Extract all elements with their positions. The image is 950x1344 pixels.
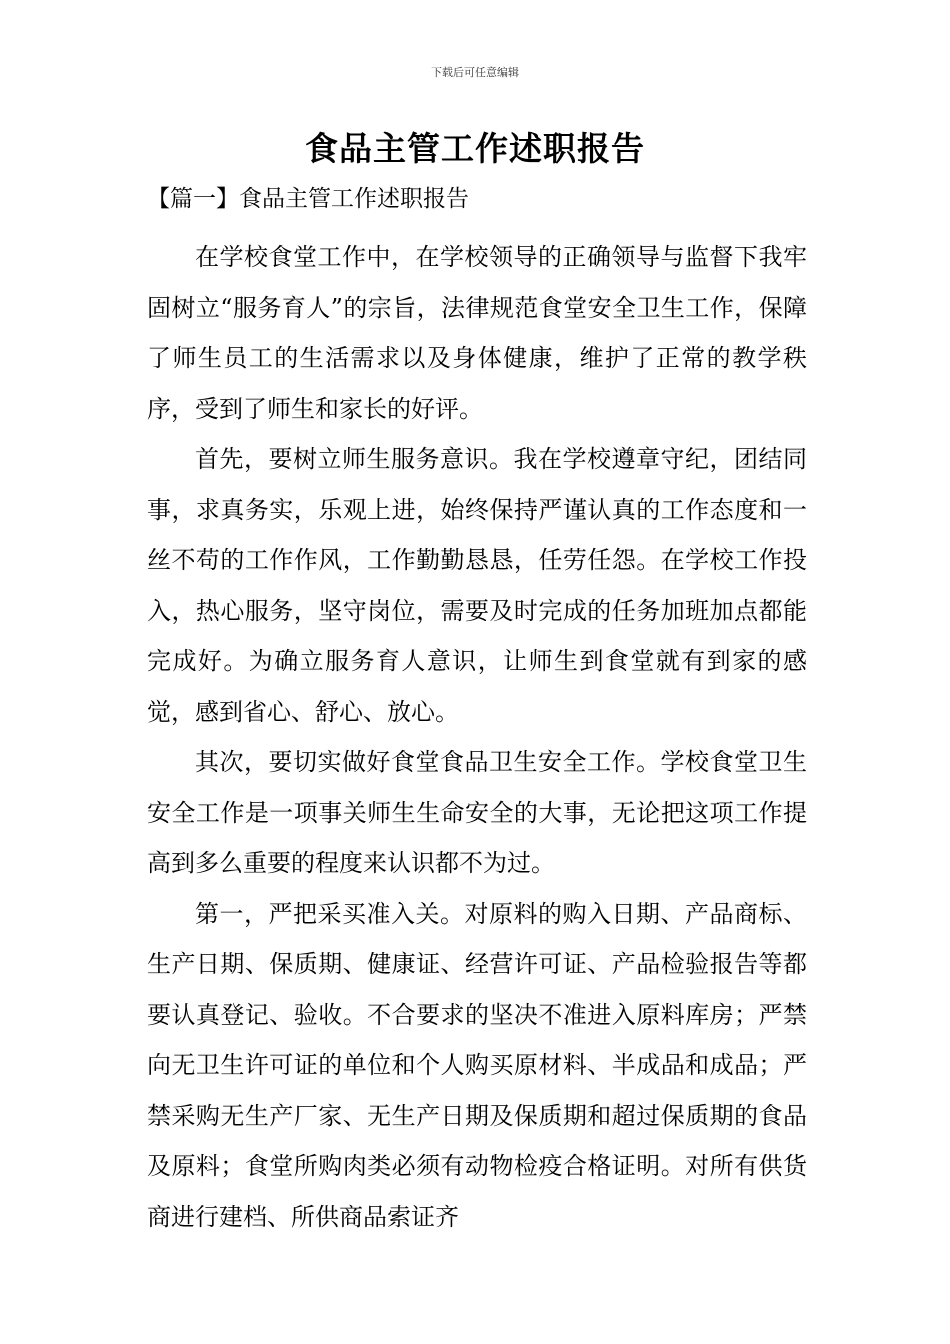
section-heading: 【篇一】食品主管工作述职报告 xyxy=(147,186,469,212)
header-note: 下载后可任意编辑 xyxy=(431,66,519,79)
paragraph-1: 在学校食堂工作中，在学校领导的正确领导与监督下我牢固树立“服务育人”的宗旨，法律规范食堂安全卫生工作，保障了师生员工的生活需求以及身体健康，维护了正常的教学秩序，受到了师生和家长的好评。 xyxy=(147,243,807,423)
document-body xyxy=(147,232,807,1242)
paragraph-2: 首先，要树立师生服务意识。我在学校遵章守纪，团结同事，求真务实，乐观上进，始终保持严谨认真的工作态度和一丝不苟的工作作风，工作勤勤恳恳，任劳任怨。在学校工作投入，热心服务，坚守岗位，需要及时完成的任务加班加点都能完成好。为确立服务育人意识，让师生到食堂就有到家的感觉，感到省心、舒心、放心。 xyxy=(147,445,807,726)
paragraph-3: 其次，要切实做好食堂食品卫生安全工作。学校食堂卫生安全工作是一项事关师生生命安全的大事，无论把这项工作提高到多么重要的程度来认识都不为过。 xyxy=(147,748,807,877)
paragraph-4: 第一，严把采买准入关。对原料的购入日期、产品商标、生产日期、保质期、健康证、经营许可证、产品检验报告等都要认真登记、验收。不合要求的坚决不准进入原料库房；严禁向无卫生许可证的单位和个人购买原材料、半成品和成品；严禁采购无生产厂家、无生产日期及保质期和超过保质期的食品及原料；食堂所购肉类必须有动物检疫合格证明。对所有供货商进行建档、所供商品索证齐 xyxy=(147,899,807,1231)
document-title: 食品主管工作述职报告 xyxy=(305,129,645,168)
